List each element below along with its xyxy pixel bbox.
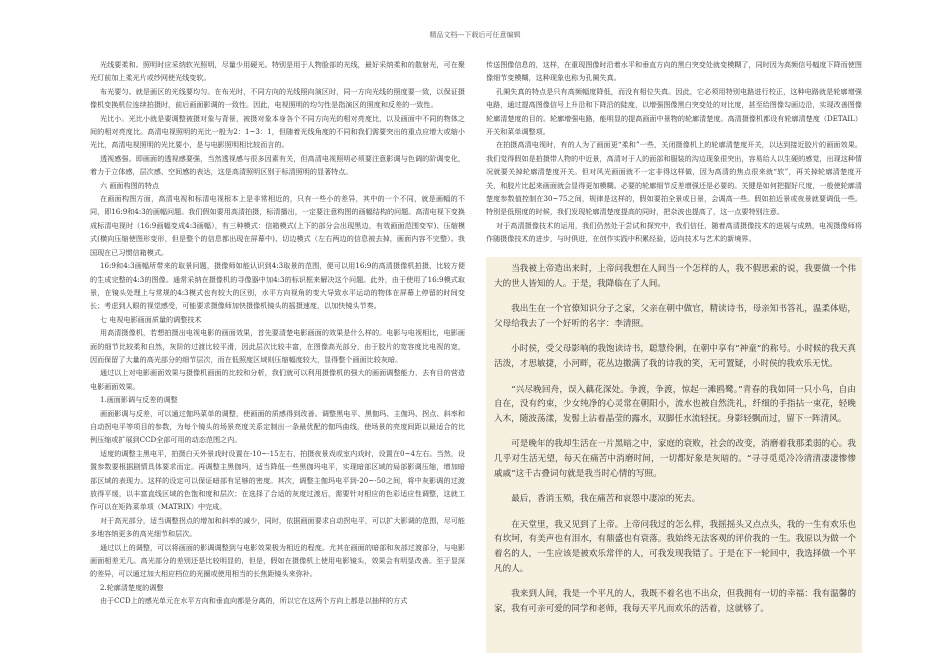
paragraph: 光比小。光比小就是要调整被摄对象与背景，被摄对象本身各个不同方向光的相对亮度比，以及画面中不同的物体之间的相对亮度比。高清电视照明的光比一般为2：1~3：1，但随着光线角度的不同和我们需要突出的重点应增大或缩小光比，高清电视照明的光比要小，是与电影照明相比较而言的。 xyxy=(90,113,465,150)
paragraph: 传送图像信息的，这样，在重现图像时沿着水平和垂直方向的黑白突变处就变模糊了，同时因为高频信号幅度下降而使图像细节变模糊，这种现象也称为孔阑失真。 xyxy=(486,60,862,83)
paragraph: 通过以上对电影画面效果与摄像机画面的比较和分析，我们就可以利用摄像机的强大的画面调整能力，去有目的营造电影画面效果。 xyxy=(90,368,465,391)
paragraph: 16:9和4:3画幅所带来的取景问题，摄像师如能认识到4:3取景的范围，便可以用16:9的高清摄像机拍摄，比较方便的生成完整的4:3的图像。通常采纳在摄像机的寻像器中加4:3的标识框来解决这个问题。此外，由于使用了16:9模式取景，在镜头处理上与常规的4:3模式也有较大的区别，水平方向视角的变大导致水平运动的物体在屏幕上停留的时间变长；考虑到人眼的视觉感受，可能要求摄像师加快摄像机镜头的摇摄速度，以加快镜头节奏。 xyxy=(90,261,465,311)
paragraph: 用高清摄像机，若想拍摄出电视电影的画面效果，首先要清楚电影画面的效果是什么样的。电影与电视相比，电影画面的细节比较柔和自然，灰阶的过渡比较平滑，因此层次比较丰富，在图像高光部分，由于胶片的宽容度比电视的宽，因而保留了大量的高光部分的细节层次，而在低照度区域则压缩幅度较大，显得整个画面比较灰暗。 xyxy=(90,328,465,364)
essay-paragraph: 当我被上帝造出来时，上帝问我想在人间当一个怎样的人，我不假思索的说，我要做一个伟大的世人皆知的人。于是，我降临在了人间。 xyxy=(494,264,856,289)
left-text-column xyxy=(90,58,465,608)
essay-paragraph: 我来到人间，我是一个平凡的人，我既不着名也不出众，但我拥有一切的幸福：我有温馨的家，我有可亲可爱的同学和老师，我每天平凡而欢乐的活着，这就够了。 xyxy=(494,589,856,614)
paragraph: 由于CCD上的感光单元在水平方向和垂直向都是分离的，所以它在这两个方向上都是以抽样的方式 xyxy=(99,596,408,606)
page-header: 精品文档---下载后可任意编辑 xyxy=(429,31,521,39)
essay-paragraph: 小时侯，受父母影响的我饱读诗书，聪慧伶俐，在朝中享有“神童”的称号。小时候的我天真活泼，才思敏捷，小河畔，花丛边撒满了我的诗我的笑，无可置疑，小时侯的我欢乐无忧。 xyxy=(494,344,856,369)
section-heading: 七 电视电影画面质量的调整技术 xyxy=(99,314,202,324)
right-text-column xyxy=(486,58,862,246)
paragraph: 对于高清摄像技术的运用，我们仍然处于尝试和探究中，我们信任，随着高清摄像技术的进展与成熟，电视摄像师将作随摄像技术的进步，与时俱进，在创作实践中积累经验，迈向技术与艺术的新境界。 xyxy=(486,220,862,244)
subsection-heading: 2.轮廓清楚度的调整 xyxy=(99,582,164,592)
essay-paragraph: “兴尽晚回舟，误入藕花深处。争渡，争渡，惊起一滩鸥鹭。”青春的我如同一只小鸟，自由自在，没有约束，少女纯净的心灵常在朝阳小，流水也被自然洗礼，纤细的手指拈一束花，轻晚入木，随波荡漾，发髻上沾着晶莹的露水，双脚任水流轻抚。身影轻飘而过，留下一阵清风。 xyxy=(494,384,856,424)
paragraph: 光线要柔和。照明时应采纳软光照明，尽量少用硬光。特别是用于人物脸部的光线，最好采纳柔和的散射光，可在聚光灯前加上柔光片或纱网使光线变软。 xyxy=(90,60,465,83)
paragraph: 对于高光部分，适当调整拐点的增加和斜率的减少，同时，依据画面要求自动拐电平，可以扩大影调的范围，尽可能多地容纳更多的高光细节和层次。 xyxy=(90,515,465,539)
subsection-heading: 1.画面影调与反差的调整 xyxy=(99,395,178,405)
section-heading: 六 画面构图的特点 xyxy=(99,180,159,190)
paragraph: 在拍摄高清电视时，有的人为了画面更“柔和”一些，关闭摄像机上的轮廓清楚度开关，以达到接近胶片的画面效果。我们觉得假如是拍摄带人物的中近景，高清对于人的面部和服装的沟边现象很突出，容易给人以生硬的感觉，出现这种情况就要关掉轮廓清楚度开关。但对风光画面就不一定非得这样做，因为高清的焦点很来就“软”，再关掉轮廓清楚度开关，和胶片比起来画面就会显得更加模糊。必要的轮廓细节反差增强还是必要的。关键是如何把握好尺度，一般使轮廓清楚度参数值控制在30~75之间，规律是这样的，假如要拍全景或日景，会调高一些。假如拍近景或夜景就要调低一些。特别是低照度的时候，我们发现轮廓清楚度提高的同时，把杂波也提高了，这一点要特别注意。 xyxy=(486,140,862,217)
essay-paragraph: 我出生在一个官僚知识分子之家，父亲在朝中做官，精读诗书，母亲知书答礼，温柔体贴，父母给我去了一个好听的名字：李清照。 xyxy=(494,304,856,329)
essay-paragraph: 可是晚年的我却生活在一片黑暗之中，家庭的衰败，社会的改变，消磨着我那柔弱的心。我几乎对生活无望，每天在痛苦中消磨时间，一切都好象是灰暗的。“寻寻觅觅冷冷清清凄凄惨惨戚戚”这千古叠词句就是我当时心情的写照。 xyxy=(494,439,856,479)
paragraph: 透视感强。即画面的透视感要强，当然透视感与很多因素有关，但高清电视照明必须要注意影调与色调的阶调变化，着力于立体感，层次感、空间感的表达，这是高清照明区别于标清照明的显著特点。 xyxy=(90,153,465,177)
paragraph: 画面影调与反差，可以通过伽玛菜单的调整，使画面的质感得到改善。调整黑电平、黑伽玛、主伽玛、拐点、斜率和自动拐电平等项目的参数，为每个镜头的场景亮度关系定制出一条最优配的伽玛曲线，使场景的亮度间距以最适合的比例压缩或扩展到CCD全部可用的动态范围之内。 xyxy=(90,408,465,445)
paragraph: 适度的调整主黑电平，拍摄白天外景戏时设置在-10~-15左右，拍摄夜景戏或室内戏时，设置在0~4左右。当然，设置参数要根据剧情具体要求而定。再调整主黑伽玛，适当降低一些黑伽玛电平，实现暗部区域的局部影调压缩，增加暗部区域的表现力。这样的设定可以保证暗部有足够的密度。其次，调整主伽玛电平到-20~-50之间，将中灰影调的过渡放得平缓，以丰富直线区域的色饱和度和层次；在选择了合适的灰度过渡后，需要针对相应的色彩适应性调整，这就工作可以在矩阵菜单项（MATRIX）中完成。 xyxy=(90,448,465,512)
essay-paragraph: 最后，香消玉殒，我在痛苦和哀怨中凄凉的死去。 xyxy=(511,494,701,505)
paragraph: 在画面构图方面，高清电视和标清电视根本上是非常相近的，只有一些小的差异，其中的一个不同，就是画幅的不同，即16:9和4:3的画幅问题。我们假如要用高清拍摄，标清播出，一定要注意构图的画幅结构的问题。高清电视下变换成标清电视时（16:9画幅变成4:3画幅），有三种模式：信箱模式(上下的部分会出现黑边，有效画面范围变窄)、压缩模式(横向压缩使图形变形，但是整个的信息都出现在屏幕中)、切边模式（左右两边的信息被去掉，画面内容不完整）。我国现在已习惯信箱模式。 xyxy=(90,194,465,257)
paragraph: 通过以上的调整，可以将画面的影调调整到与电影效果极为相近的程度。尤其在画面的暗部和灰部过渡部分，与电影画面相差无几。高光部分的差别还是比较明显的，但是，假如在摄像机上使用电影镜头，效果会有明显改善。至于显深的差异，可以通过加大相应档位的光圈或使用相当的长焦距镜头来弥补。 xyxy=(90,542,465,579)
essay-paragraph: 在天堂里，我又见到了上帝。上帝问我过的怎么样，我摇摇头又点点头，我的一生有欢乐也有坎坷，有美声也有泪水，有鼎盛也有衰落。我始终无法客观的评价我的一生。我原以为做一个着名的人，一生应该是被欢乐常伴的人，可我发现我错了。于是在下一轮回中，我选择做一个平凡的人。 xyxy=(494,519,856,574)
paragraph: 孔阑失真的特点是只有高频幅度降低，而没有相位失真。因此，它必须用特别电路进行校正，这种电路就是轮廓增强电路，通过提高图像信号上升沿和下降沿的陡度，以增强图像黑白突变处的对比度，甚至给图像勾画边沿，实现改善图像轮廓清楚度的目的。轮廓增强电路，能明显的提高画面中景物的轮廓清楚度。高清摄像机都设有轮廓清楚度（DETAIL）开关和菜单调整项。 xyxy=(486,86,862,137)
paragraph: 布光要匀。就是画区的光线要均匀。在布光时，不同方向的光线照向演区时，同一方向光线的照度要一致，以保证摄像机变换机位连续拍摄时，前后画面影调的一致性。因此，电视照明的均匀性是指演区的照度和反差的一致性。 xyxy=(90,86,465,110)
essay-text xyxy=(494,262,856,627)
